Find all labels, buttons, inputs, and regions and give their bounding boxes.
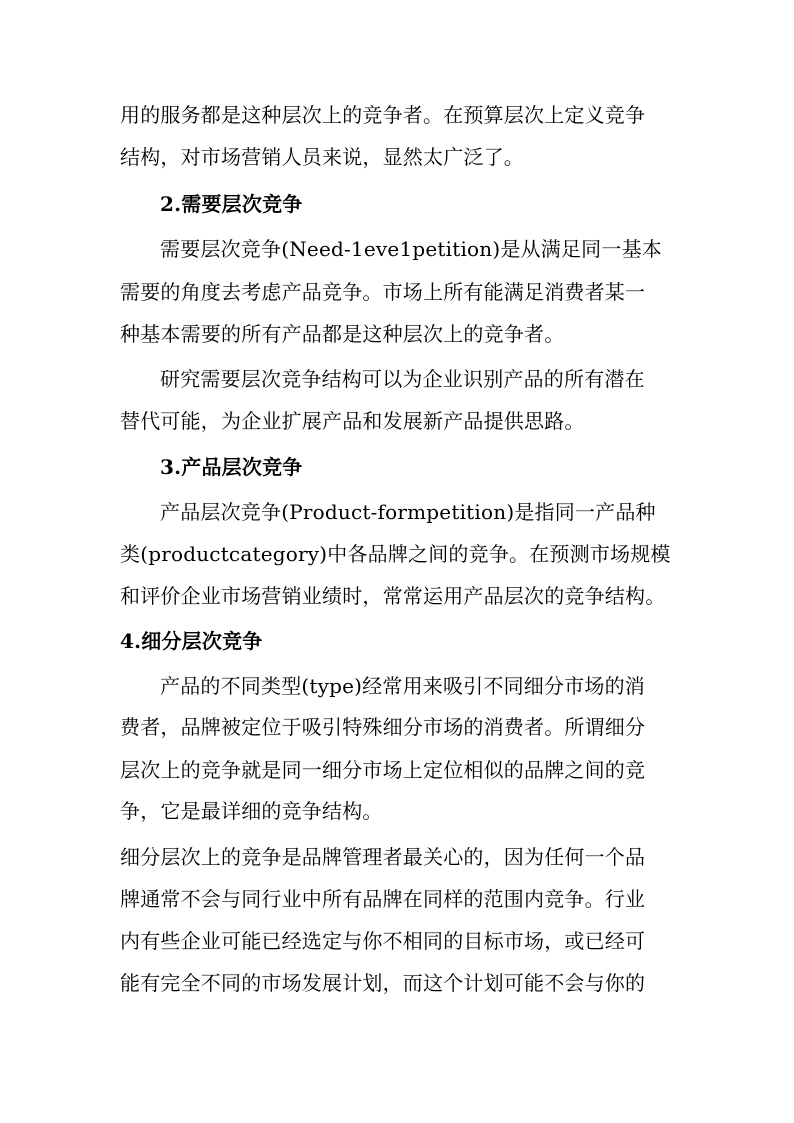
paragraph-line: 类(productcategory)中各品牌之间的竞争。在预测市场规模 bbox=[120, 542, 671, 566]
paragraph-line: 用的服务都是这种层次上的竞争者。在预算层次上定义竞争 bbox=[120, 103, 646, 127]
paragraph-line: 产品的不同类型(type)经常用来吸引不同细分市场的消 bbox=[160, 674, 645, 698]
paragraph-line: 争，它是最详细的竞争结构。 bbox=[120, 799, 383, 823]
paragraph-line: 结构，对市场营销人员来说，显然太广泛了。 bbox=[120, 145, 524, 169]
paragraph-line: 需要层次竞争(Need-1eve1petition)是从满足同一基本 bbox=[160, 237, 662, 261]
paragraph-line: 种基本需要的所有产品都是这种层次上的竞争者。 bbox=[120, 322, 565, 346]
section-heading: 4.细分层次竞争 bbox=[120, 629, 263, 653]
paragraph-line: 内有些企业可能已经选定与你不相同的目标市场，或已经可 bbox=[120, 929, 646, 953]
paragraph-line: 细分层次上的竞争是品牌管理者最关心的，因为任何一个品 bbox=[120, 845, 646, 869]
paragraph-line: 替代可能，为企业扩展产品和发展新产品提供思路。 bbox=[120, 409, 585, 433]
paragraph-line: 能有完全不同的市场发展计划，而这个计划可能不会与你的 bbox=[120, 971, 646, 995]
section-heading: 3.产品层次竞争 bbox=[160, 455, 303, 479]
paragraph-line: 费者，品牌被定位于吸引特殊细分市场的消费者。所谓细分 bbox=[120, 715, 646, 739]
section-heading: 2.需要层次竞争 bbox=[160, 192, 303, 216]
paragraph-line: 层次上的竞争就是同一细分市场上定位相似的品牌之间的竞 bbox=[120, 758, 646, 782]
paragraph-line: 牌通常不会与同行业中所有品牌在同样的范围内竞争。行业 bbox=[120, 887, 646, 911]
paragraph-line: 产品层次竞争(Product-formpetition)是指同一产品种 bbox=[160, 500, 656, 524]
paragraph-line: 需要的角度去考虑产品竞争。市场上所有能满足消费者某一 bbox=[120, 280, 646, 304]
paragraph-line: 研究需要层次竞争结构可以为企业识别产品的所有潜在 bbox=[160, 367, 645, 391]
paragraph-line: 和评价企业市场营销业绩时，常常运用产品层次的竞争结构。 bbox=[120, 584, 666, 608]
